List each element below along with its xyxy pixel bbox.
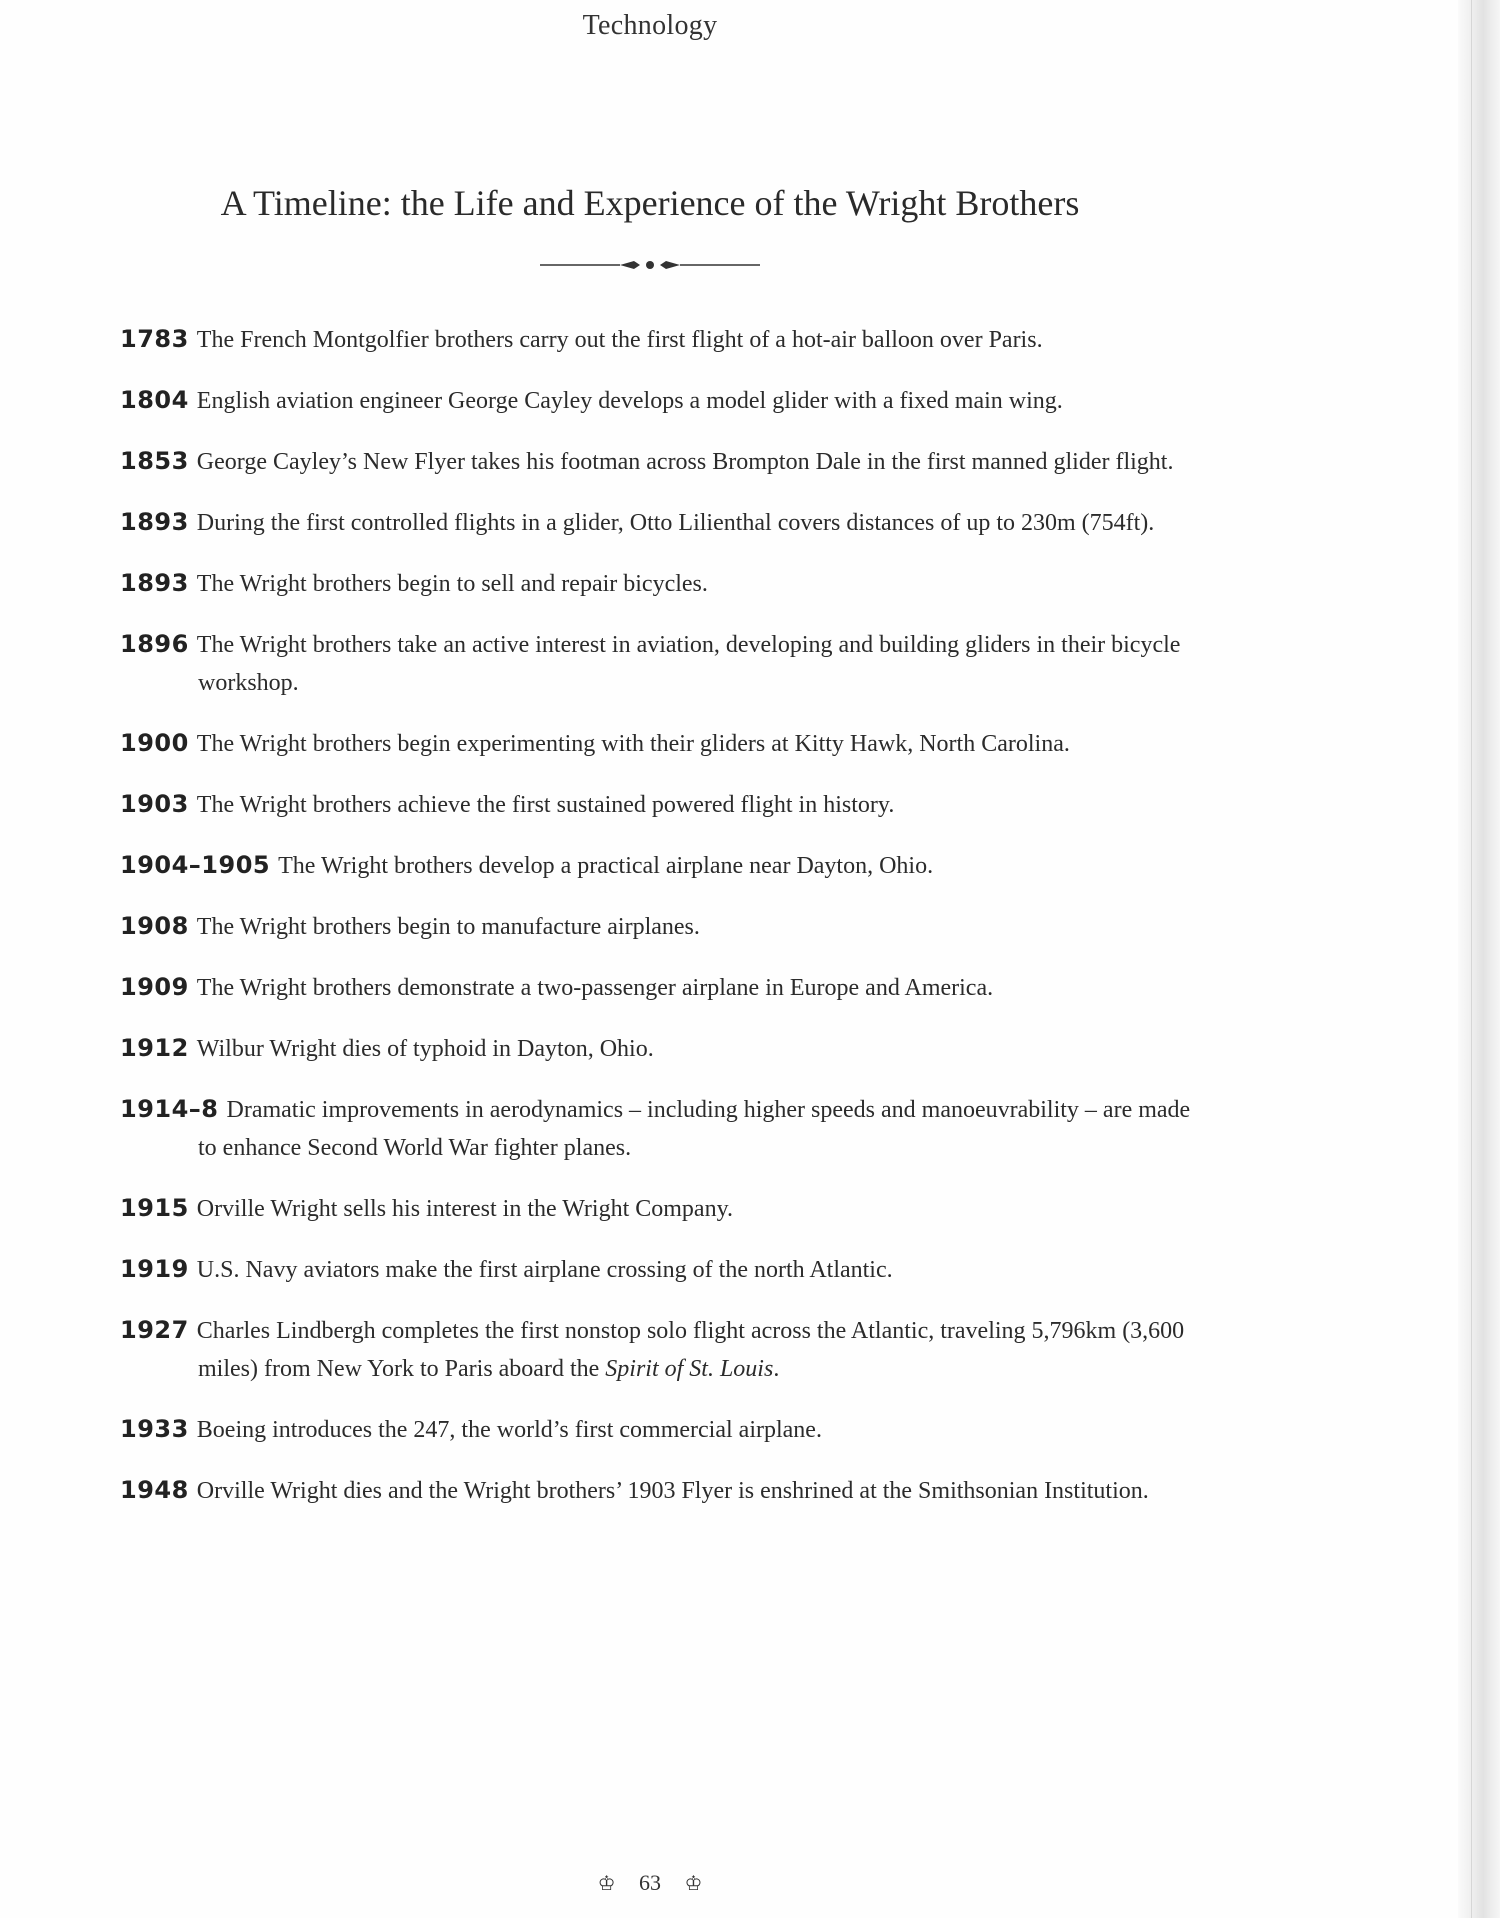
- entry-text: U.S. Navy aviators make the first airplane crossing of the north Atlantic.: [196, 1257, 893, 1283]
- page-number: 63: [639, 1870, 661, 1895]
- entry-year: 1909: [120, 973, 189, 1001]
- entry-italic-text: Spirit of St. Louis: [605, 1356, 774, 1382]
- entry-text: Charles Lindbergh completes the first nonstop solo flight across the Atlantic, traveling 5,796km (3,600 miles) from New York to Paris aboard the: [196, 1318, 1185, 1382]
- timeline-entry: [120, 1311, 1200, 1388]
- entry-text: The Wright brothers demonstrate a two-passenger airplane in Europe and America.: [196, 975, 994, 1001]
- entry-text: Boeing introduces the 247, the world’s first commercial airplane.: [196, 1417, 822, 1443]
- page-gutter-line: [1471, 0, 1472, 1918]
- entry-year: 1948: [120, 1476, 189, 1504]
- entry-year: 1903: [120, 790, 189, 818]
- entry-year: 1853: [120, 447, 189, 475]
- timeline-entry: [120, 1471, 1200, 1510]
- entry-year: 1933: [120, 1415, 189, 1443]
- entry-text: The Wright brothers take an active interest in aviation, developing and building gliders in their bicycle workshop.: [196, 632, 1181, 696]
- entry-year: 1914–8: [120, 1095, 219, 1123]
- timeline-entry: [120, 907, 1200, 946]
- timeline-entry: [120, 785, 1200, 824]
- page-title: A Timeline: the Life and Experience of the Wright Brothers: [220, 183, 1080, 223]
- timeline-entry: [120, 381, 1200, 420]
- entry-year: 1904–1905: [120, 851, 271, 879]
- timeline-entry: [120, 1189, 1200, 1228]
- entry-text: George Cayley’s New Flyer takes his footman across Brompton Dale in the first manned glider flight.: [196, 449, 1174, 475]
- entry-year: 1783: [120, 325, 189, 353]
- entry-year: 1912: [120, 1034, 189, 1062]
- entry-text: Orville Wright dies and the Wright brothers’ 1903 Flyer is enshrined at the Smithsonian Institution.: [196, 1478, 1149, 1504]
- running-head: Technology: [582, 10, 718, 41]
- timeline-entry: [120, 503, 1200, 542]
- page-footer: [0, 1870, 1300, 1896]
- timeline-entry: [120, 625, 1200, 702]
- timeline-entry: [120, 1410, 1200, 1449]
- entry-text: The French Montgolfier brothers carry out the first flight of a hot-air balloon over Paris.: [196, 327, 1043, 353]
- timeline-entry: [120, 1250, 1200, 1289]
- timeline-entry: [120, 724, 1200, 763]
- entry-year: 1896: [120, 630, 189, 658]
- entry-text: The Wright brothers begin experimenting with their gliders at Kitty Hawk, North Carolina.: [196, 731, 1070, 757]
- timeline-entry: [120, 968, 1200, 1007]
- timeline-list: [120, 320, 1200, 1532]
- timeline-entry: [120, 846, 1200, 885]
- page-gutter-shadow: [1458, 0, 1500, 1918]
- entry-year: 1915: [120, 1194, 189, 1222]
- entry-text: The Wright brothers begin to sell and repair bicycles.: [196, 571, 708, 597]
- entry-text: During the first controlled flights in a glider, Otto Lilienthal covers distances of up to 230m (754ft).: [196, 510, 1155, 536]
- timeline-entry: [120, 1029, 1200, 1068]
- timeline-entry: [120, 320, 1200, 359]
- entry-year: 1804: [120, 386, 189, 414]
- entry-text-after: .: [773, 1356, 780, 1382]
- timeline-entry: [120, 442, 1200, 481]
- entry-text: English aviation engineer George Cayley develops a model glider with a fixed main wing.: [196, 388, 1063, 414]
- entry-text: Dramatic improvements in aerodynamics – including higher speeds and manoeuvrability – are made to enhance Second World War fighter planes.: [198, 1097, 1191, 1161]
- timeline-entry: [120, 1090, 1200, 1167]
- entry-year: 1919: [120, 1255, 189, 1283]
- entry-text: The Wright brothers achieve the first sustained powered flight in history.: [196, 792, 895, 818]
- divider-ornament-icon: [540, 258, 760, 272]
- entry-text: Orville Wright sells his interest in the Wright Company.: [196, 1196, 734, 1222]
- entry-year: 1927: [120, 1316, 189, 1344]
- timeline-entry: [120, 564, 1200, 603]
- entry-year: 1893: [120, 569, 189, 597]
- entry-year: 1900: [120, 729, 189, 757]
- crown-icon: ♔: [684, 1873, 703, 1895]
- entry-year: 1908: [120, 912, 189, 940]
- entry-text: The Wright brothers develop a practical airplane near Dayton, Ohio.: [278, 853, 934, 879]
- crown-icon: ♔: [597, 1873, 616, 1895]
- entry-year: 1893: [120, 508, 189, 536]
- entry-text: Wilbur Wright dies of typhoid in Dayton, Ohio.: [196, 1036, 654, 1062]
- entry-text: The Wright brothers begin to manufacture airplanes.: [196, 914, 700, 940]
